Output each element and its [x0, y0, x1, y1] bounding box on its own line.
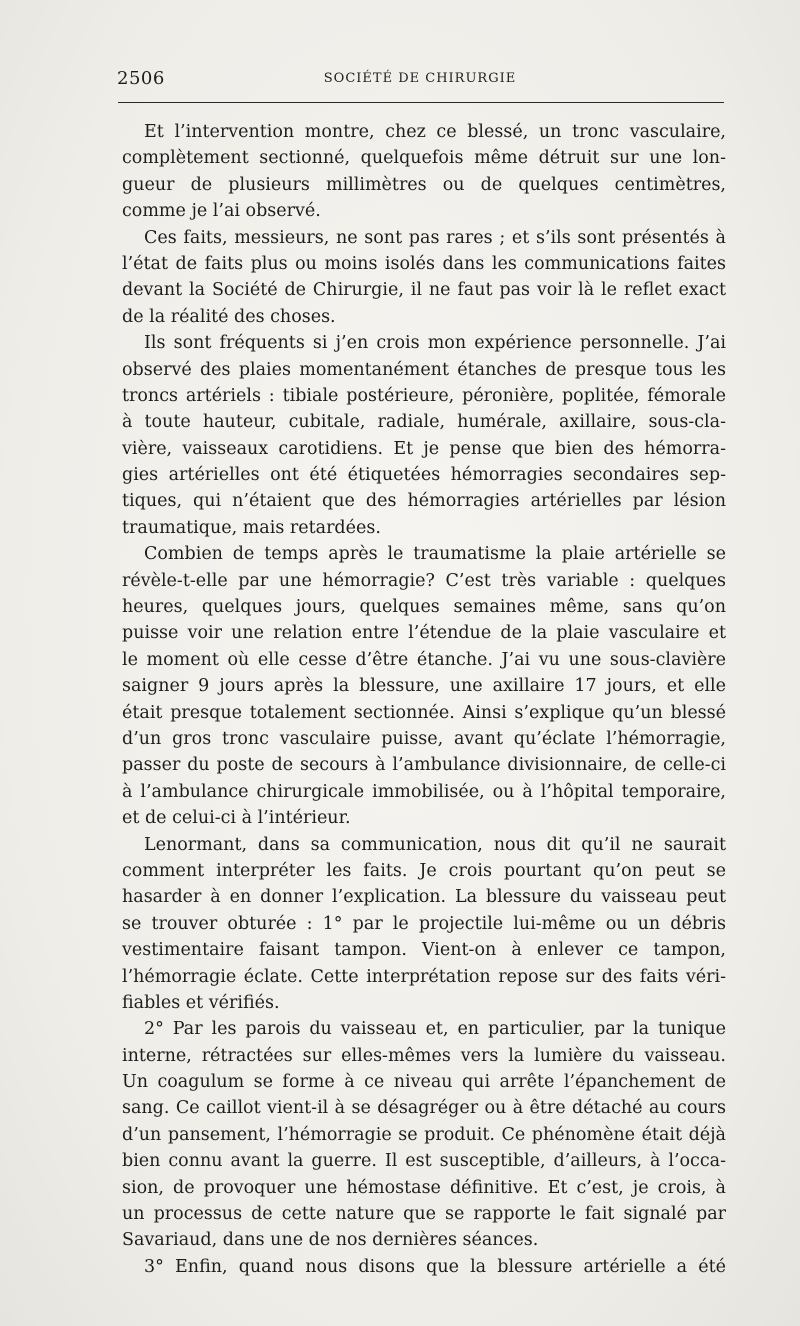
text-line: vière, vaisseaux carotidiens. Et je pense que bien des hémorra-: [122, 438, 726, 459]
text-line: interne, rétractées sur elles-mêmes vers la lumière du vaisseau.: [122, 1045, 726, 1066]
text-line: fiables et vérifiés.: [122, 992, 280, 1013]
text-line: passer du poste de secours à l’ambulance divisionnaire, de celle-ci: [122, 755, 726, 776]
text-line: se trouver obturée : 1° par le projectile lui-même ou un débris: [122, 913, 726, 934]
page-header: [117, 68, 723, 92]
text-line: l’état de faits plus ou moins isolés dans les communications faites: [122, 253, 726, 274]
text-line: bien connu avant la guerre. Il est susceptible, d’ailleurs, à l’occa-: [122, 1151, 726, 1172]
text-line: comment interpréter les faits. Je crois pourtant qu’on peut se: [122, 860, 726, 881]
text-line: complètement sectionné, quelquefois même détruit sur une lon-: [122, 148, 726, 169]
text-line: tiques, qui n’étaient que des hémorragies artérielles par lésion: [122, 491, 726, 512]
text-line: Et l’intervention montre, chez ce blessé, un tronc vasculaire,: [144, 122, 726, 142]
text-line: Lenormant, dans sa communication, nous dit qu’il ne saurait: [144, 834, 726, 855]
text-line: puisse voir une relation entre l’étendue de la plaie vasculaire et: [122, 623, 726, 644]
text-line: d’un pansement, l’hémorragie se produit. Ce phénomène était déjà: [122, 1124, 726, 1145]
text-line: comme je l’ai observé.: [122, 201, 321, 222]
text-line: Ils sont fréquents si j’en crois mon expérience personnelle. J’ai: [144, 333, 726, 354]
text-line: le moment où elle cesse d’être étanche. J’ai vu une sous-clavière: [122, 649, 726, 670]
text-line: 2° Par les parois du vaisseau et, en particulier, par la tunique: [144, 1019, 726, 1040]
text-line: heures, quelques jours, quelques semaines même, sans qu’on: [122, 597, 726, 618]
text-line: sang. Ce caillot vient-il à se désagréger ou à être détaché au cours: [122, 1098, 726, 1119]
text-line: saigner 9 jours après la blessure, une axillaire 17 jours, et elle: [122, 676, 726, 697]
header-rule: [118, 102, 724, 103]
text-line: observé des plaies momentanément étanches de presque tous les: [122, 359, 726, 380]
text-line: un processus de cette nature que se rapporte le fait signalé par: [122, 1204, 726, 1225]
text-line: gies artérielles ont été étiquetées hémorragies secondaires sep-: [122, 465, 726, 486]
text-line: 3° Enfin, quand nous disons que la blessure artérielle a été: [144, 1256, 726, 1277]
text-line: était presque totalement sectionnée. Ainsi s’explique qu’un blessé: [122, 702, 726, 723]
text-line: l’hémorragie éclate. Cette interprétation repose sur des faits véri-: [122, 966, 726, 987]
text-line: Un coagulum se forme à ce niveau qui arrête l’épanchement de: [122, 1072, 726, 1093]
text-line: sion, de provoquer une hémostase définitive. Et c’est, je crois, à: [122, 1177, 726, 1198]
running-title: SOCIÉTÉ DE CHIRURGIE: [323, 71, 517, 86]
text-line: vestimentaire faisant tampon. Vient-on à enlever ce tampon,: [122, 940, 726, 961]
body-text: [122, 119, 726, 1280]
text-line: à toute hauteur, cubitale, radiale, humérale, axillaire, sous-cla-: [122, 412, 726, 433]
page-number: 2506: [117, 68, 165, 89]
text-line: hasarder à en donner l’explication. La blessure du vaisseau peut: [122, 887, 726, 908]
text-line: à l’ambulance chirurgicale immobilisée, ou à l’hôpital temporaire,: [122, 781, 726, 802]
text-line: révèle-t-elle par une hémorragie? C’est très variable : quelques: [122, 570, 726, 591]
text-line: Ces faits, messieurs, ne sont pas rares ; et s’ils sont présentés à: [144, 227, 726, 248]
text-line: Savariaud, dans une de nos dernières séances.: [122, 1230, 539, 1251]
text-line: de la réalité des choses.: [122, 306, 336, 327]
text-line: d’un gros tronc vasculaire puisse, avant qu’éclate l’hémorragie,: [122, 728, 726, 749]
text-line: Combien de temps après le traumatisme la plaie artérielle se: [144, 544, 726, 565]
text-line: troncs artériels : tibiale postérieure, péronière, poplitée, fémorale: [122, 385, 726, 406]
text-line: gueur de plusieurs millimètres ou de quelques centimètres,: [122, 174, 726, 195]
text-line: devant la Société de Chirurgie, il ne faut pas voir là le reflet exact: [122, 280, 726, 301]
text-line: et de celui-ci à l’intérieur.: [122, 808, 351, 829]
text-line: traumatique, mais retardées.: [122, 517, 381, 538]
